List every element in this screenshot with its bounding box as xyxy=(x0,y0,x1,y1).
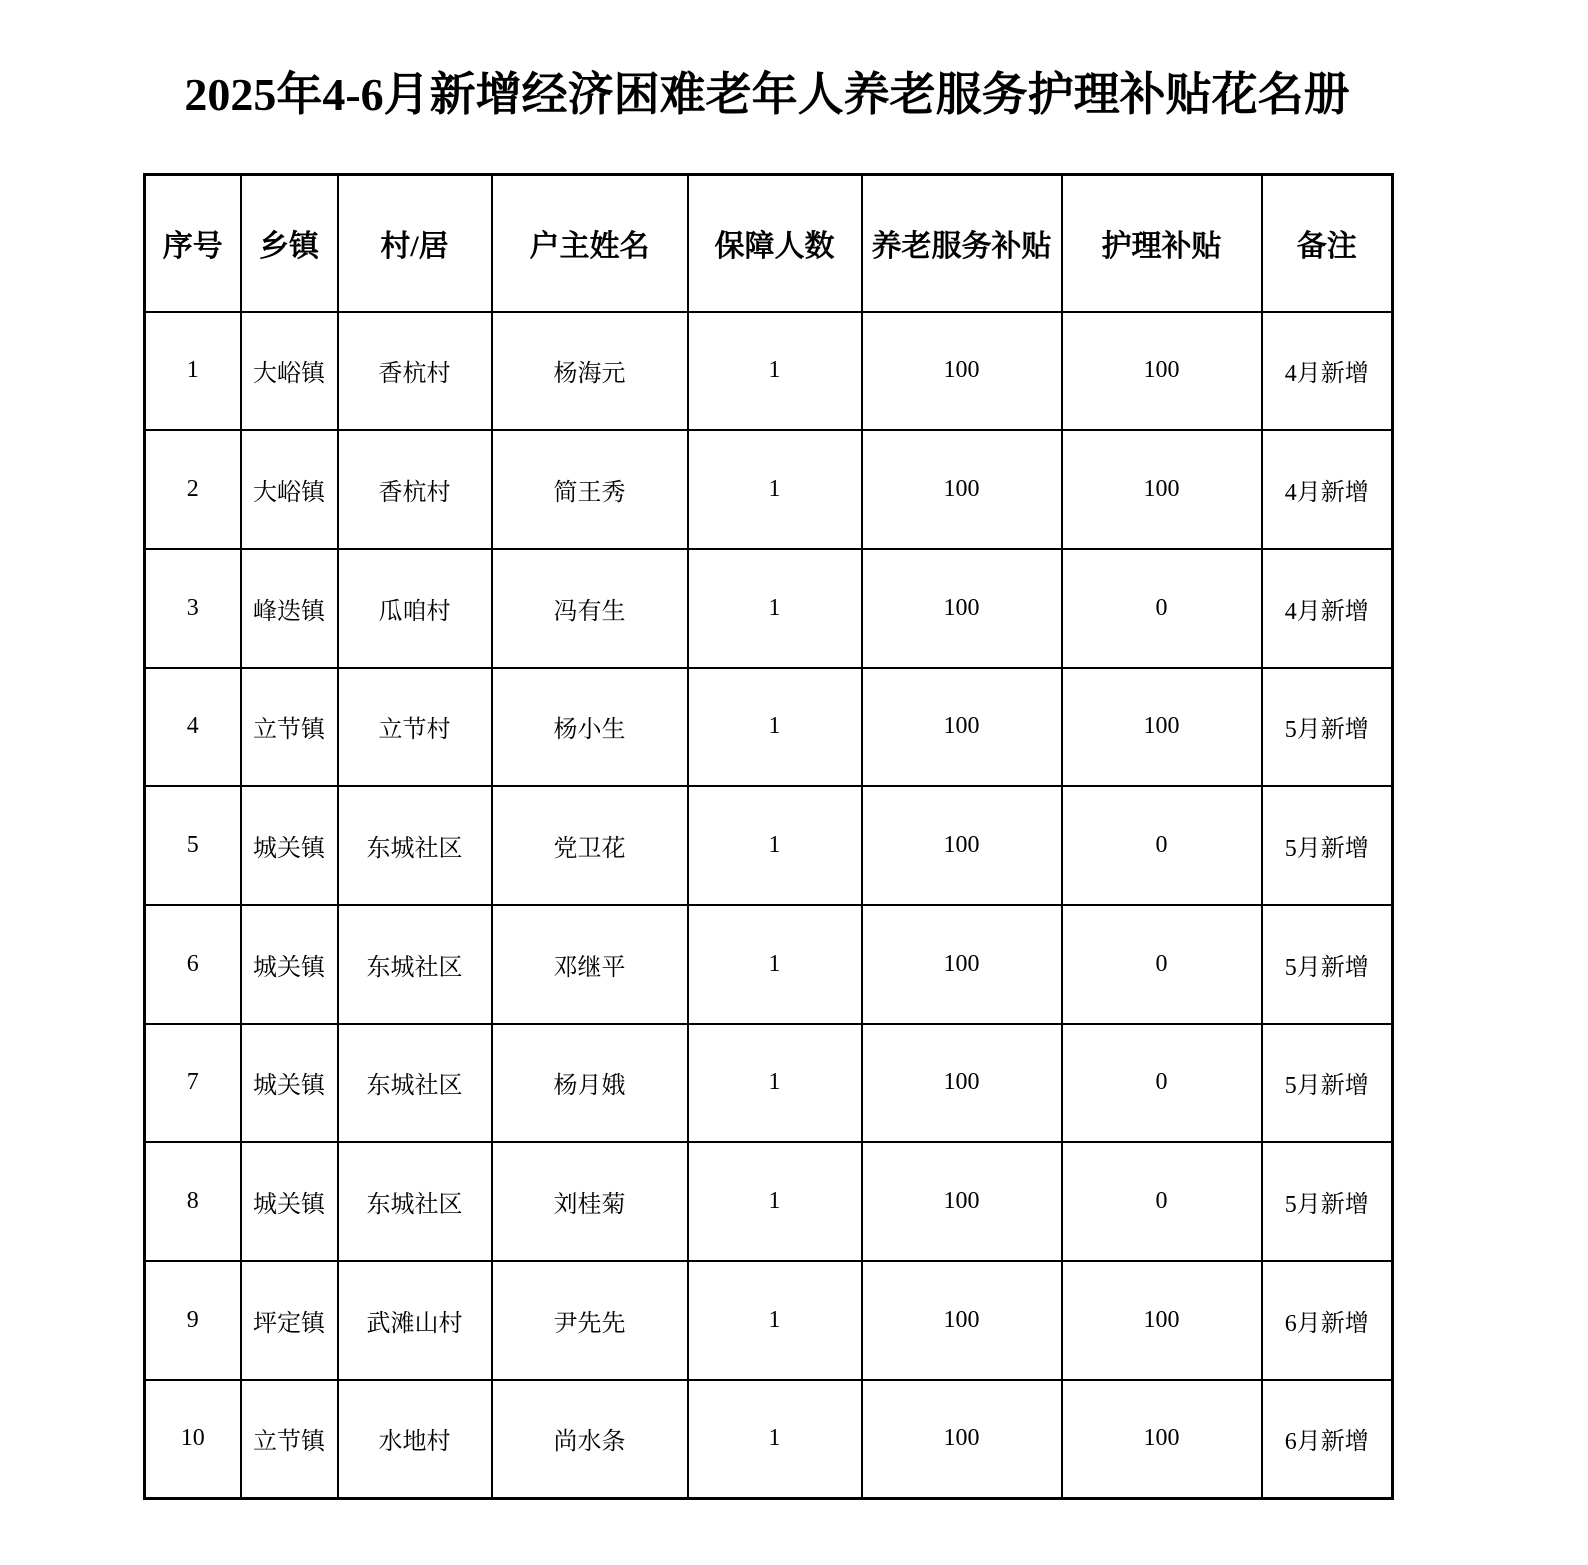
cell-town: 大峪镇 xyxy=(241,430,338,549)
cell-seq: 4 xyxy=(145,668,241,787)
cell-care-subsidy: 0 xyxy=(1062,1142,1262,1261)
cell-care-subsidy: 100 xyxy=(1062,1380,1262,1499)
header-count: 保障人数 xyxy=(688,175,862,312)
cell-town: 城关镇 xyxy=(241,905,338,1024)
cell-village: 瓜咱村 xyxy=(338,549,492,668)
table-header-row xyxy=(145,175,1393,312)
cell-count: 1 xyxy=(688,668,862,787)
cell-count: 1 xyxy=(688,1142,862,1261)
cell-elder-subsidy: 100 xyxy=(862,430,1062,549)
header-elder-subsidy: 养老服务补贴 xyxy=(862,175,1062,312)
table-row xyxy=(145,549,1393,668)
cell-count: 1 xyxy=(688,549,862,668)
cell-elder-subsidy: 100 xyxy=(862,1261,1062,1380)
cell-seq: 9 xyxy=(145,1261,241,1380)
cell-town: 城关镇 xyxy=(241,1024,338,1143)
cell-note: 5月新增 xyxy=(1262,1024,1393,1143)
cell-count: 1 xyxy=(688,1380,862,1499)
cell-seq: 10 xyxy=(145,1380,241,1499)
cell-name: 简王秀 xyxy=(492,430,688,549)
cell-elder-subsidy: 100 xyxy=(862,312,1062,431)
table-row xyxy=(145,312,1393,431)
cell-name: 尚水条 xyxy=(492,1380,688,1499)
header-town: 乡镇 xyxy=(241,175,338,312)
cell-name: 党卫花 xyxy=(492,786,688,905)
cell-village: 武滩山村 xyxy=(338,1261,492,1380)
cell-care-subsidy: 0 xyxy=(1062,549,1262,668)
header-name: 户主姓名 xyxy=(492,175,688,312)
cell-village: 东城社区 xyxy=(338,1142,492,1261)
cell-seq: 6 xyxy=(145,905,241,1024)
cell-care-subsidy: 100 xyxy=(1062,430,1262,549)
cell-name: 杨小生 xyxy=(492,668,688,787)
cell-name: 刘桂菊 xyxy=(492,1142,688,1261)
cell-village: 东城社区 xyxy=(338,1024,492,1143)
cell-note: 6月新增 xyxy=(1262,1380,1393,1499)
cell-seq: 3 xyxy=(145,549,241,668)
cell-care-subsidy: 0 xyxy=(1062,1024,1262,1143)
table-row xyxy=(145,786,1393,905)
header-village: 村/居 xyxy=(338,175,492,312)
cell-care-subsidy: 0 xyxy=(1062,786,1262,905)
table-row xyxy=(145,1024,1393,1143)
cell-elder-subsidy: 100 xyxy=(862,668,1062,787)
table-row xyxy=(145,1142,1393,1261)
cell-elder-subsidy: 100 xyxy=(862,1142,1062,1261)
cell-seq: 7 xyxy=(145,1024,241,1143)
cell-town: 坪定镇 xyxy=(241,1261,338,1380)
cell-town: 城关镇 xyxy=(241,1142,338,1261)
document-title: 2025年4-6月新增经济困难老年人养老服务护理补贴花名册 xyxy=(184,69,1350,120)
table-row xyxy=(145,430,1393,549)
cell-town: 大峪镇 xyxy=(241,312,338,431)
cell-note: 5月新增 xyxy=(1262,668,1393,787)
cell-note: 4月新增 xyxy=(1262,312,1393,431)
header-care-subsidy: 护理补贴 xyxy=(1062,175,1262,312)
table-row xyxy=(145,1380,1393,1499)
cell-note: 4月新增 xyxy=(1262,430,1393,549)
header-seq: 序号 xyxy=(145,175,241,312)
cell-count: 1 xyxy=(688,430,862,549)
cell-count: 1 xyxy=(688,905,862,1024)
cell-count: 1 xyxy=(688,312,862,431)
cell-elder-subsidy: 100 xyxy=(862,1380,1062,1499)
cell-note: 6月新增 xyxy=(1262,1261,1393,1380)
cell-town: 峰迭镇 xyxy=(241,549,338,668)
cell-count: 1 xyxy=(688,1024,862,1143)
cell-elder-subsidy: 100 xyxy=(862,905,1062,1024)
cell-count: 1 xyxy=(688,786,862,905)
cell-name: 杨月娥 xyxy=(492,1024,688,1143)
cell-care-subsidy: 100 xyxy=(1062,312,1262,431)
cell-note: 5月新增 xyxy=(1262,1142,1393,1261)
cell-elder-subsidy: 100 xyxy=(862,1024,1062,1143)
cell-seq: 2 xyxy=(145,430,241,549)
cell-village: 香杭村 xyxy=(338,312,492,431)
table-row xyxy=(145,1261,1393,1380)
cell-note: 4月新增 xyxy=(1262,549,1393,668)
cell-name: 尹先先 xyxy=(492,1261,688,1380)
cell-elder-subsidy: 100 xyxy=(862,549,1062,668)
cell-name: 邓继平 xyxy=(492,905,688,1024)
cell-name: 冯有生 xyxy=(492,549,688,668)
cell-count: 1 xyxy=(688,1261,862,1380)
cell-note: 5月新增 xyxy=(1262,905,1393,1024)
cell-care-subsidy: 0 xyxy=(1062,905,1262,1024)
cell-village: 东城社区 xyxy=(338,905,492,1024)
cell-town: 立节镇 xyxy=(241,668,338,787)
header-note: 备注 xyxy=(1262,175,1393,312)
cell-care-subsidy: 100 xyxy=(1062,668,1262,787)
cell-name: 杨海元 xyxy=(492,312,688,431)
cell-town: 立节镇 xyxy=(241,1380,338,1499)
cell-village: 立节村 xyxy=(338,668,492,787)
table-row xyxy=(145,668,1393,787)
cell-care-subsidy: 100 xyxy=(1062,1261,1262,1380)
cell-seq: 5 xyxy=(145,786,241,905)
table-row xyxy=(145,905,1393,1024)
cell-elder-subsidy: 100 xyxy=(862,786,1062,905)
subsidy-roster-table xyxy=(143,173,1394,1500)
cell-note: 5月新增 xyxy=(1262,786,1393,905)
cell-seq: 8 xyxy=(145,1142,241,1261)
cell-town: 城关镇 xyxy=(241,786,338,905)
cell-village: 东城社区 xyxy=(338,786,492,905)
cell-village: 水地村 xyxy=(338,1380,492,1499)
cell-seq: 1 xyxy=(145,312,241,431)
cell-village: 香杭村 xyxy=(338,430,492,549)
